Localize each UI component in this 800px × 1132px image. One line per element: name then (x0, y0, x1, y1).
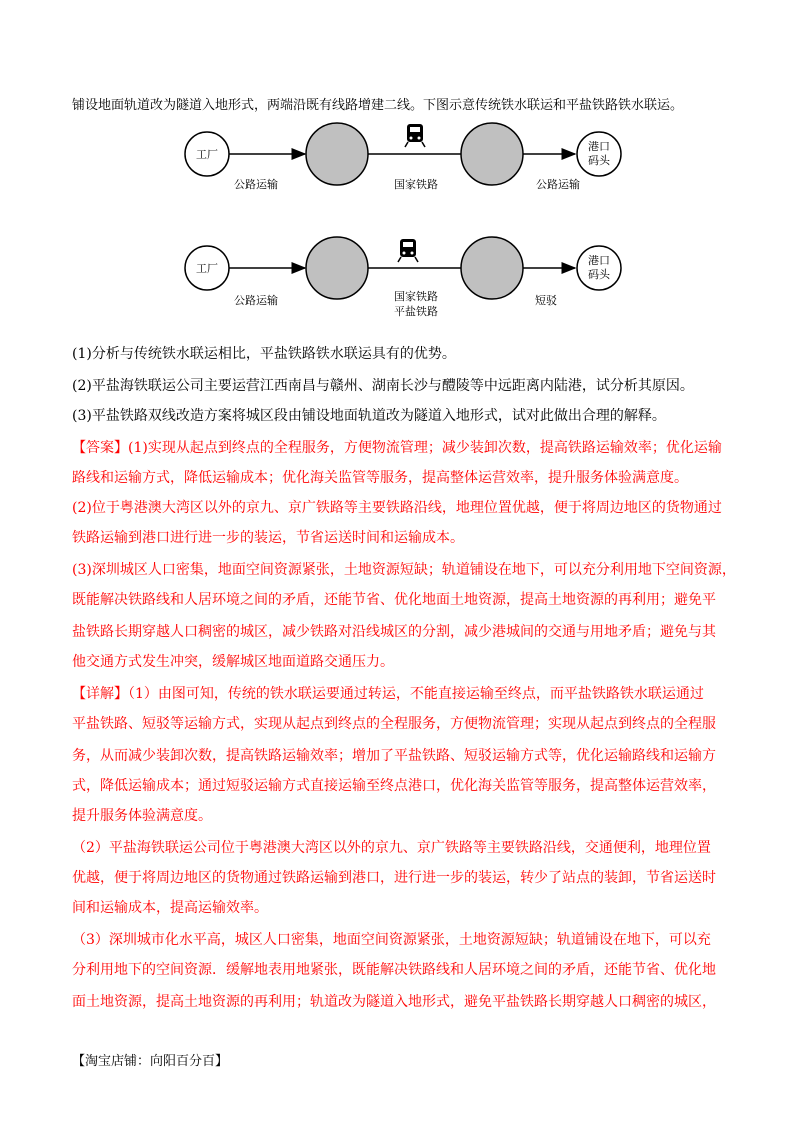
detail-line: 优越，便于将周边地区的货物通过铁路运输到港口，进行进一步的装运，转少了站点的装卸，节省运送时 (72, 870, 716, 886)
segment-label-pingyan-rail: 平盐铁路 (394, 305, 438, 318)
answer-line: 铁路运输到港口进行进一步的装运，节省运送时间和运输成本。 (72, 530, 464, 546)
segment-label-national-rail: 国家铁路 (394, 290, 438, 303)
detail-line: 【详解】（1）由图可知，传统的铁水联运要通过转运，不能直接运输至终点，而平盐铁路铁水联运通过 (72, 686, 704, 702)
detail-line: 分利用地下的空间资源．缓解地表用地紧张，既能解决铁路线和人居环境之间的矛盾，还能节省、优化地 (72, 962, 716, 978)
segment-label-road-1: 公路运输 (234, 178, 278, 191)
detail-line: （2）平盐海铁联运公司位于粤港澳大湾区以外的京九、京广铁路等主要铁路沿线，交通便利，地理位置 (72, 840, 711, 856)
segment-label-road: 公路运输 (234, 294, 278, 307)
detail-line: 式，降低运输成本；通过短驳运输方式直接运输至终点港口，优化海关监管等服务，提高整体运营效率， (72, 778, 716, 794)
answer-line: 盐铁路长期穿越人口稠密的城区，减少铁路对沿线城区的分割，减少港城间的交通与用地矛盾；避免与其 (72, 624, 716, 640)
pingyan-intermodal-diagram (185, 237, 621, 318)
railway-diagrams (0, 116, 800, 356)
answer-line: 既能解决铁路线和人居环境之间的矛盾，还能节省、优化地面土地资源，提高土地资源的再利用；避免平 (72, 592, 716, 608)
port-label-2: 码头 (588, 154, 610, 167)
detail-line: 提升服务体验满意度。 (72, 808, 212, 824)
port-label-1: 港口 (588, 140, 610, 153)
transfer-node-2 (461, 123, 523, 185)
question-3: (3)平盐铁路双线改造方案将城区段由铺设地面轨道改为隧道入地形式，试对此做出合理的解释。 (72, 408, 666, 424)
question-2: (2)平盐海铁联运公司主要运营江西南昌与赣州、湖南长沙与醴陵等中远距离内陆港，试分析其原因。 (72, 378, 694, 394)
port-label-1: 港口 (588, 254, 610, 267)
answer-line: (3)深圳城区人口密集，地面空间资源紧张，土地资源短缺；轨道铺设在地下，可以充分利用地下空间资源， (72, 562, 736, 578)
answer-line: (2)位于粤港澳大湾区以外的京九、京广铁路等主要铁路沿线，地理位置优越，便于将周边地区的货物通过 (72, 500, 722, 516)
segment-label-rail: 国家铁路 (394, 178, 438, 191)
transfer-node-2 (461, 237, 523, 299)
segment-label-shuttle: 短驳 (535, 294, 557, 307)
question-1: (1)分析与传统铁水联运相比，平盐铁路铁水联运具有的优势。 (72, 346, 456, 362)
shop-footer: 【淘宝店铺：向阳百分百】 (72, 1054, 229, 1069)
traditional-intermodal-diagram (185, 123, 621, 191)
detail-line: 务，从而减少装卸次数，提高铁路运输效率；增加了平盐铁路、短驳运输方式等，优化运输路线和运输方 (72, 748, 716, 764)
detail-line: 平盐铁路、短驳等运输方式，实现从起点到终点的全程服务，方便物流管理；实现从起点到终点的全程服 (72, 716, 716, 732)
answer-line: 他交通方式发生冲突，缓解城区地面道路交通压力。 (72, 654, 394, 670)
train-icon (398, 239, 418, 262)
segment-label-road-2: 公路运输 (536, 178, 580, 191)
detail-line: 面土地资源，提高土地资源的再利用；轨道改为隧道入地形式，避免平盐铁路长期穿越人口稠密的城区， (72, 994, 716, 1010)
factory-label: 工厂 (196, 148, 218, 161)
train-icon (405, 124, 425, 147)
answer-line: 【答案】(1)实现从起点到终点的全程服务，方便物流管理；减少装卸次数，提高铁路运输效率；优化运输 (72, 440, 722, 456)
transfer-node-1 (306, 237, 368, 299)
transfer-node-1 (306, 123, 368, 185)
answer-line: 路线和运输方式，降低运输成本；优化海关监管等服务，提高整体运营效率，提升服务体验满意度。 (72, 470, 688, 486)
detail-line: （3）深圳城市化水平高，城区人口密集，地面空间资源紧张，土地资源短缺；轨道铺设在地下，可以充 (72, 932, 711, 948)
factory-label: 工厂 (196, 262, 218, 275)
port-label-2: 码头 (588, 268, 610, 281)
detail-line: 间和运输成本，提高运输效率。 (72, 900, 268, 916)
intro-text: 铺设地面轨道改为隧道入地形式，两端沿既有线路增建二线。下图示意传统铁水联运和平盐铁路铁水联运。 (72, 98, 684, 113)
